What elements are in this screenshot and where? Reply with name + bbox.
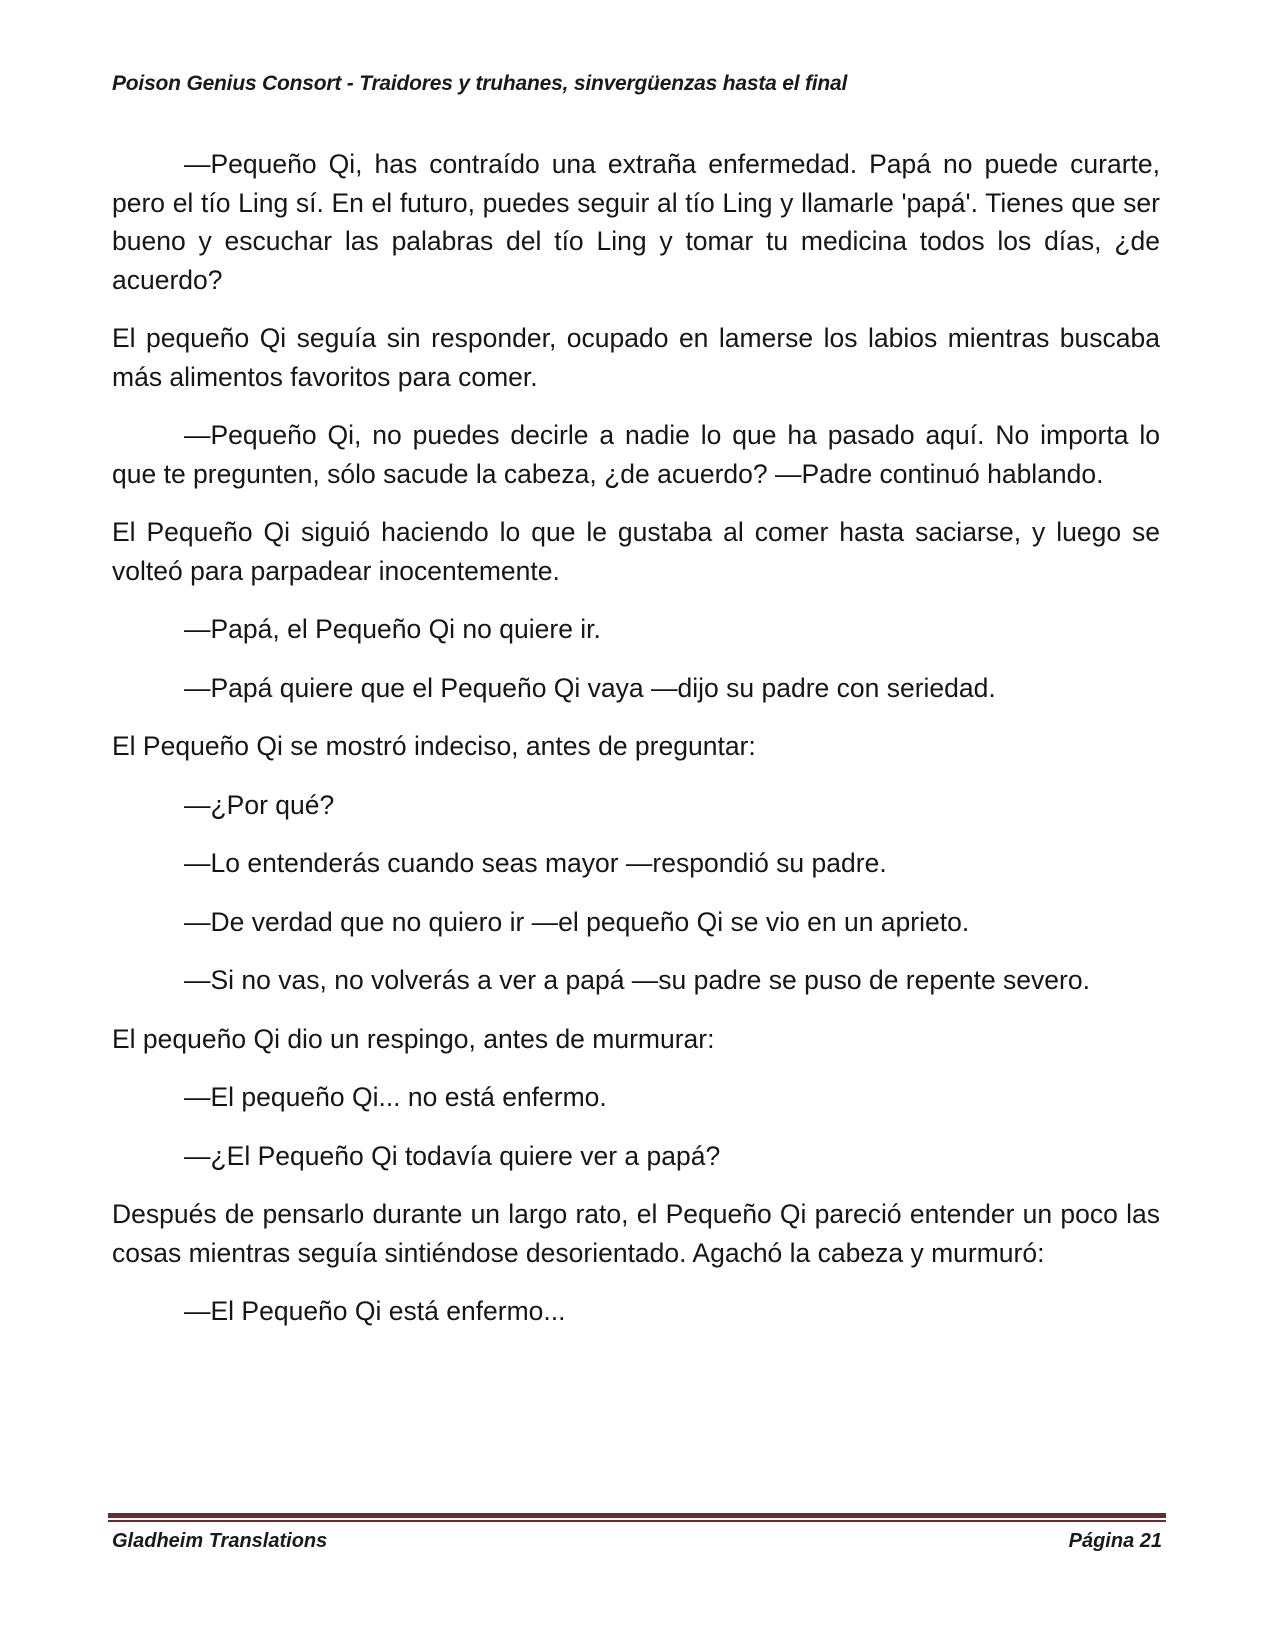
paragraph: —¿Por qué? [184,789,335,820]
paragraph: El Pequeño Qi siguió haciendo lo que le gustaba al comer hasta saciarse, y luego se volteó para parpadear inocentemente. [112,517,1160,586]
footer-divider [108,1513,1166,1522]
paragraph: —Si no vas, no volverás a ver a papá —su padre se puso de repente severo. [184,965,1090,995]
paragraph: El pequeño Qi seguía sin responder, ocupado en lamerse los labios mientras buscaba más alimentos favoritos para comer. [112,323,1160,392]
page-header: Poison Genius Consort - Traidores y truhanes, sinvergüenzas hasta el final [112,72,848,95]
paragraph: —El Pequeño Qi está enfermo... [184,1296,566,1326]
footer-divider-thick [108,1513,1166,1518]
paragraph: El pequeño Qi dio un respingo, antes de murmurar: [112,1023,715,1054]
paragraph: —¿El Pequeño Qi todavía quiere ver a papá? [184,1140,721,1171]
paragraph: —Lo entenderás cuando seas mayor —respondió su padre. [184,848,887,878]
paragraph: —Papá, el Pequeño Qi no quiere ir. [184,614,601,644]
paragraph: —Papá quiere que el Pequeño Qi vaya —dijo su padre con seriedad. [184,672,996,703]
footer-publisher: Gladheim Translations [112,1530,328,1552]
document-body [112,145,1160,1351]
paragraph: —El pequeño Qi... no está enfermo. [184,1082,607,1112]
page-number: Página 21 [1068,1530,1162,1552]
paragraph: —Pequeño Qi, has contraído una extraña enfermedad. Papá no puede curarte, pero el tío Ling sí. En el futuro, puedes seguir al tío Ling y llamarle 'papá'. Tienes que ser bueno y escuchar las palabras del tío Ling y tomar tu medicina todos los días, ¿de acuerdo? [112,149,1160,295]
footer-divider-thin [108,1520,1166,1522]
paragraph: El Pequeño Qi se mostró indeciso, antes de preguntar: [112,731,756,761]
paragraph: Después de pensarlo durante un largo rato, el Pequeño Qi pareció entender un poco las cosas mientras seguía sintiéndose desorientado. Agachó la cabeza y murmuró: [112,1199,1160,1268]
paragraph: —De verdad que no quiero ir —el pequeño Qi se vio en un aprieto. [184,906,970,937]
paragraph: —Pequeño Qi, no puedes decirle a nadie lo que ha pasado aquí. No importa lo que te pregunten, sólo sacude la cabeza, ¿de acuerdo? —Padre continuó hablando. [112,420,1160,489]
